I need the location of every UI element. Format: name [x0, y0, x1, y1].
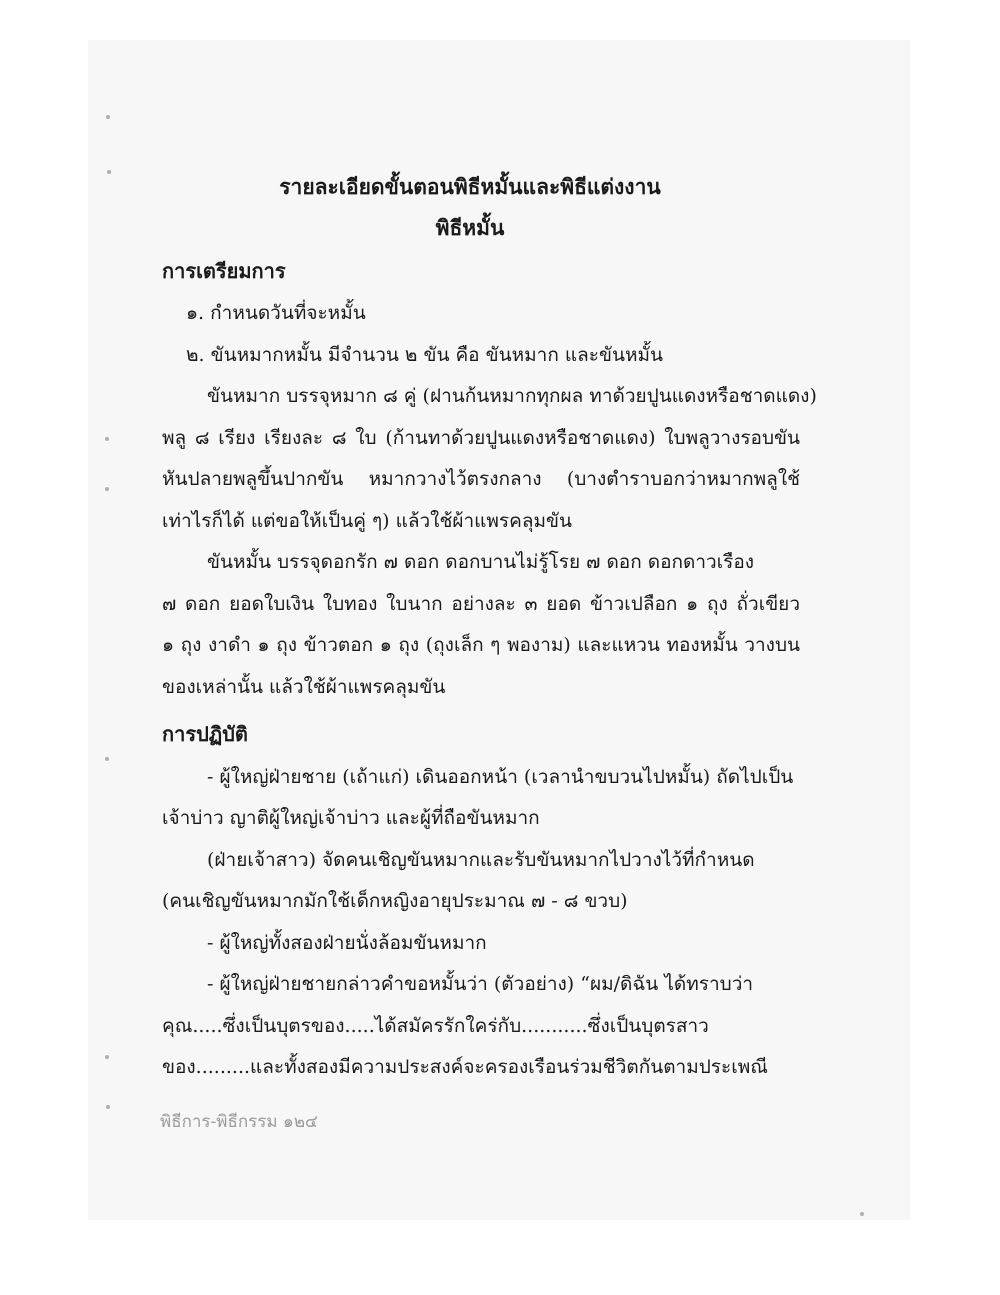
procedure-line: (คนเชิญขันหมากมักใช้เด็กหญิงอายุประมาณ ๗ - ๘ ขวบ) — [162, 890, 628, 912]
scan-speck — [106, 115, 110, 119]
scan-speck — [105, 1055, 109, 1059]
preparation-line: ๒. ขันหมากหมั้น มีจำนวน ๒ ขัน คือ ขันหมาก และขันหมั้น — [186, 344, 663, 366]
preparation-line: เท่าไรก็ได้ แต่ขอให้เป็นคู่ ๆ) แล้วใช้ผ้าแพรคลุมขัน — [162, 510, 572, 532]
document-title: รายละเอียดขั้นตอนพิธีหมั้นและพิธีแต่งงาน — [279, 174, 661, 199]
preparation-line: ขันหมั้น บรรจุดอกรัก ๗ ดอก ดอกบานไม่รู้โรย ๗ ดอก ดอกดาวเรือง — [207, 551, 755, 573]
scan-speck — [106, 1105, 110, 1109]
scan-speck — [105, 757, 109, 761]
scan-speck — [107, 170, 111, 174]
procedure-line: คุณ.....ซึ่งเป็นบุตรของ.....ได้สมัครรักใคร่กับ...........ซึ่งเป็นบุตรสาว — [162, 1015, 709, 1037]
preparation-line: ๑. กำหนดวันที่จะหมั้น — [186, 302, 366, 324]
section-heading-procedure: การปฏิบัติ — [162, 722, 248, 746]
page-footer: พิธีการ-พิธีกรรม ๑๒๔ — [160, 1112, 318, 1132]
document-subtitle: พิธีหมั้น — [435, 215, 505, 240]
scan-speck — [105, 437, 109, 441]
procedure-line: ของ.........และทั้งสองมีความประสงค์จะครองเรือนร่วมชีวิตกันตามประเพณี — [162, 1056, 768, 1078]
section-heading-preparation: การเตรียมการ — [162, 259, 286, 283]
preparation-line: ๗ ดอก ยอดใบเงิน ใบทอง ใบนาก อย่างละ ๓ ยอด ข้าวเปลือก ๑ ถุง ถั่วเขียว — [162, 593, 800, 615]
scan-speck — [860, 1212, 864, 1216]
preparation-line: ขันหมาก บรรจุหมาก ๘ คู่ (ฝานก้นหมากทุกผล ทาด้วยปูนแดงหรือชาดแดง) — [207, 385, 817, 407]
procedure-line: เจ้าบ่าว ญาติผู้ใหญ่เจ้าบ่าว และผู้ที่ถือขันหมาก — [162, 807, 540, 829]
procedure-line: (ฝ่ายเจ้าสาว) จัดคนเชิญขันหมากและรับขันหมากไปวางไว้ที่กำหนด — [207, 849, 755, 871]
preparation-line: ของเหล่านั้น แล้วใช้ผ้าแพรคลุมขัน — [162, 676, 446, 698]
scan-speck — [105, 487, 109, 491]
procedure-line: - ผู้ใหญ่ฝ่ายชายกล่าวคำขอหมั้นว่า (ตัวอย่าง) “ผม/ดิฉัน ได้ทราบว่า — [207, 973, 754, 995]
procedure-line: - ผู้ใหญ่ทั้งสองฝ่ายนั่งล้อมขันหมาก — [207, 932, 487, 954]
procedure-line: - ผู้ใหญ่ฝ่ายชาย (เถ้าแก่) เดินออกหน้า (เวลานำขบวนไปหมั้น) ถัดไปเป็น — [207, 766, 794, 788]
preparation-line: ๑ ถุง งาดำ ๑ ถุง ข้าวตอก ๑ ถุง (ถุงเล็ก ๆ พองาม) และแหวน ทองหมั้น วางบน — [162, 634, 800, 656]
preparation-line: พลู ๘ เรียง เรียงละ ๘ ใบ (ก้านทาด้วยปูนแดงหรือชาดแดง) ใบพลูวางรอบขัน — [162, 427, 800, 449]
preparation-line: หันปลายพลูขึ้นปากขัน หมากวางไว้ตรงกลาง (บางตำราบอกว่าหมากพลูใช้ — [162, 468, 800, 490]
